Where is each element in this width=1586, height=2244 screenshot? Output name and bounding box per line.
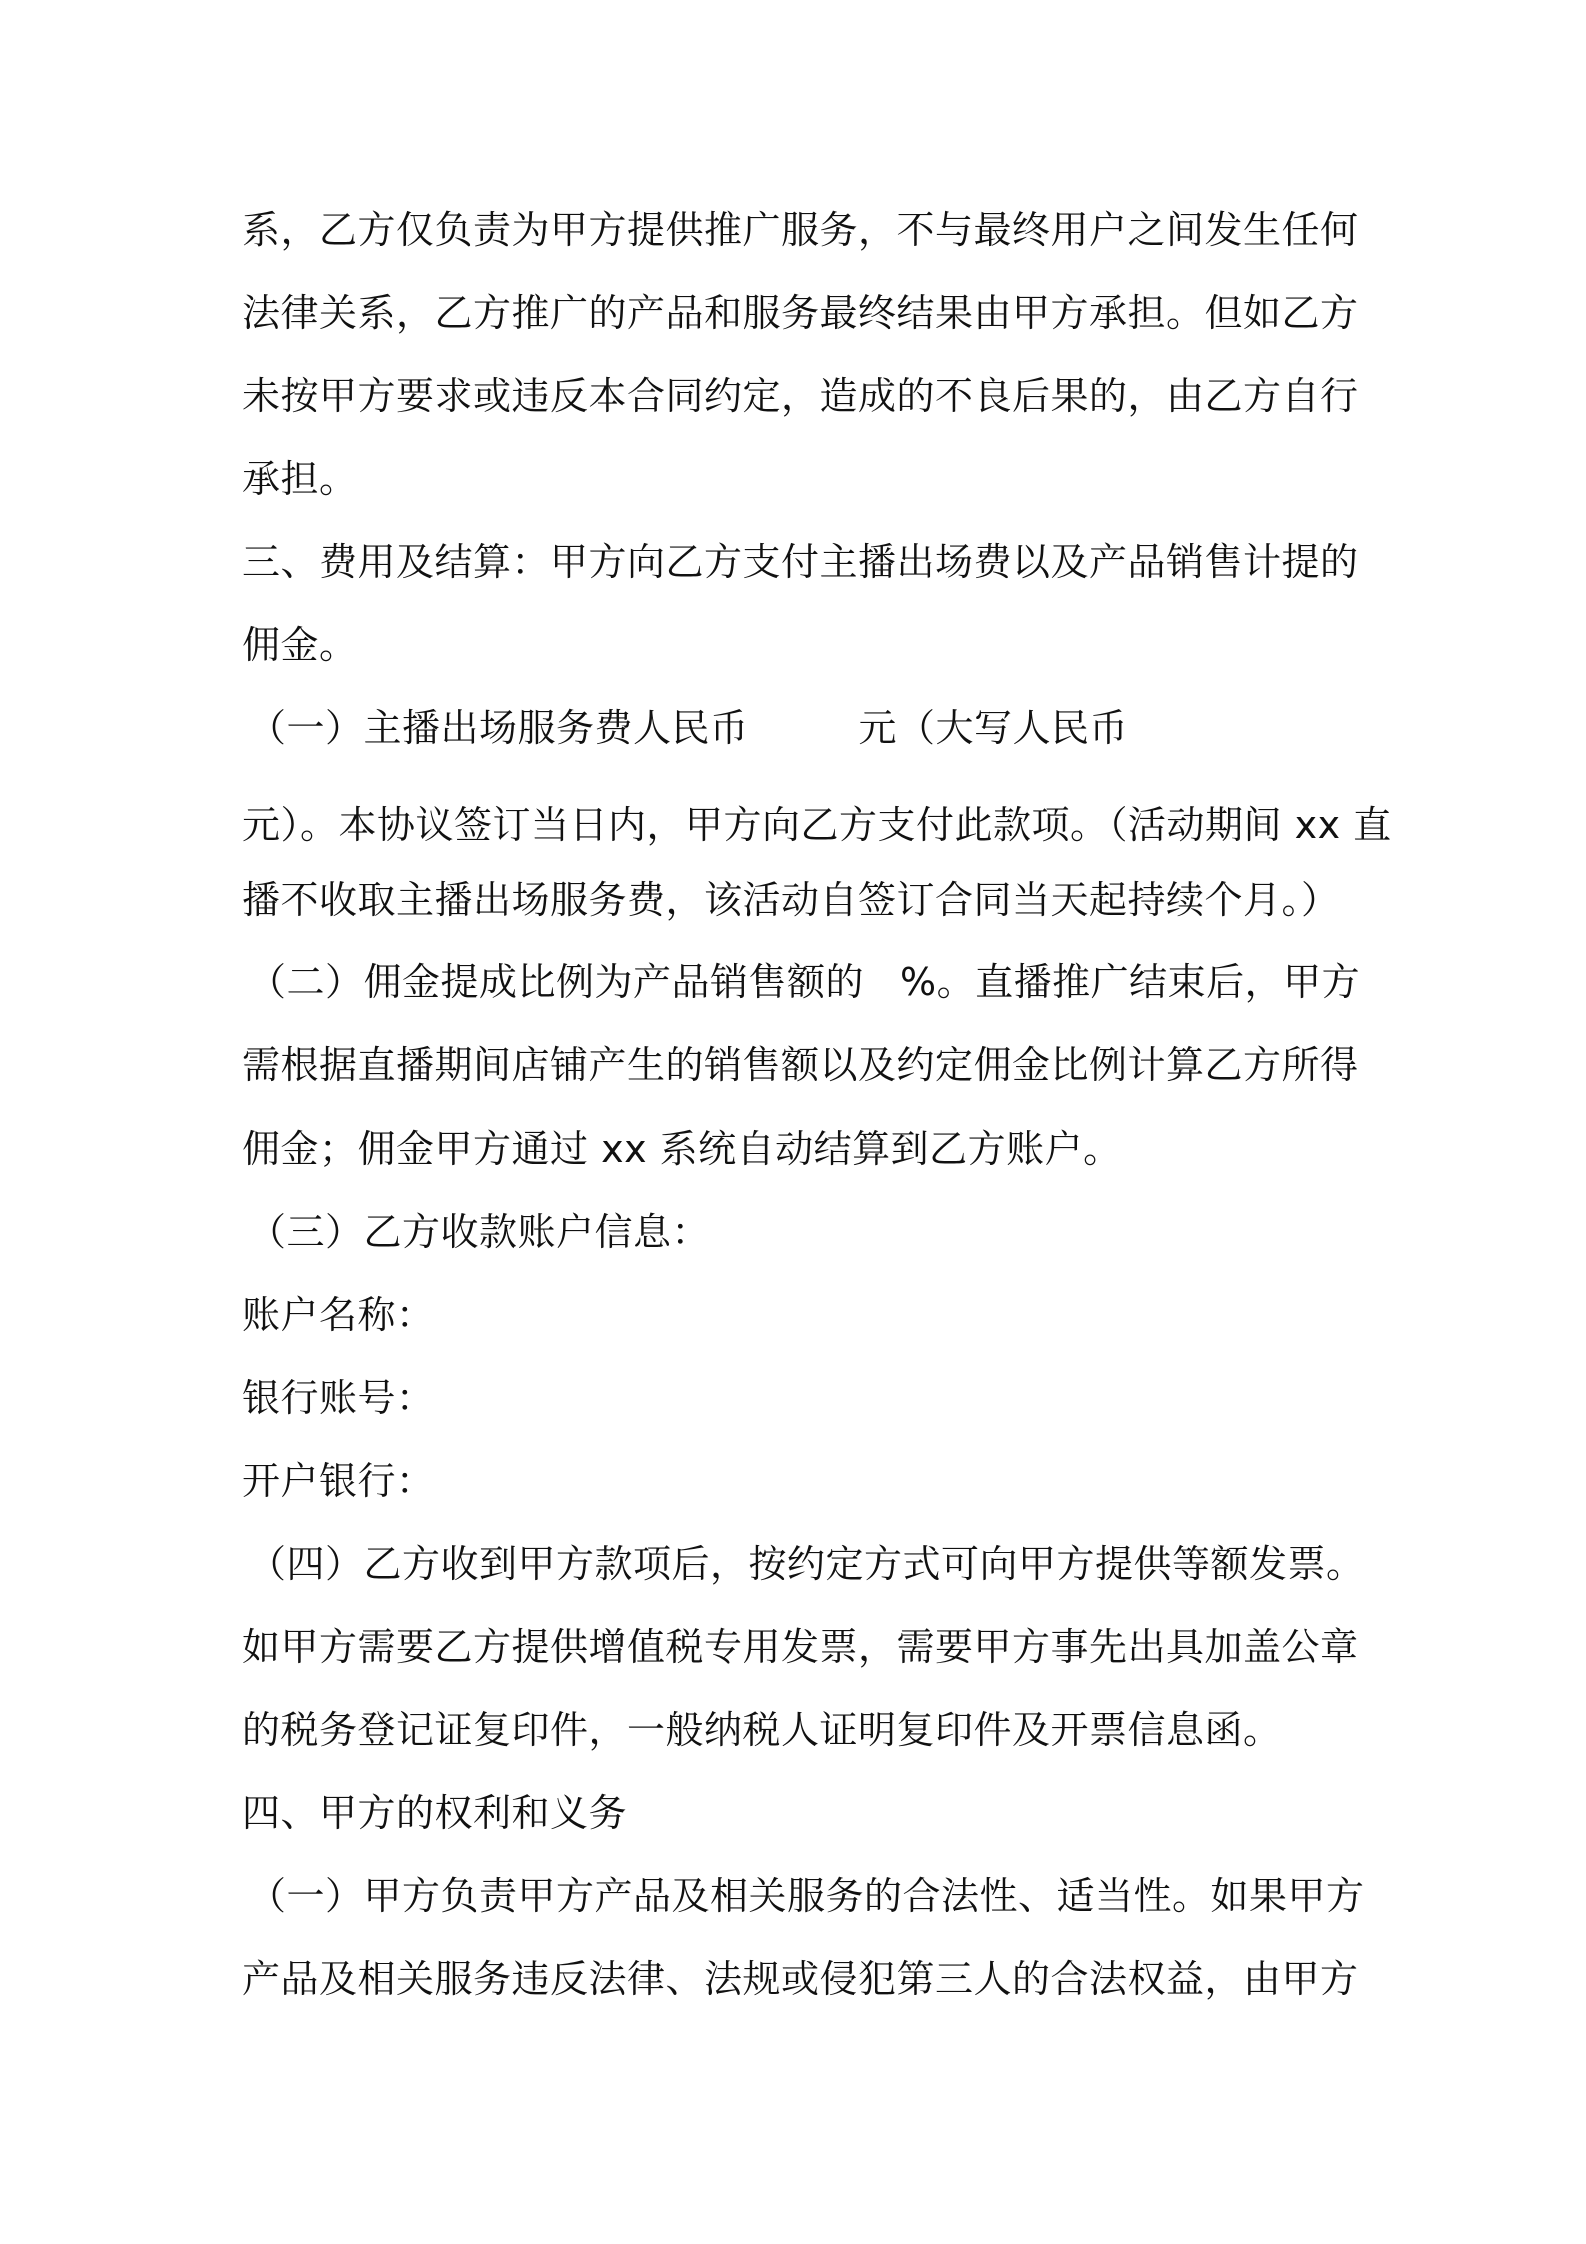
paragraph-line: 未按甲方要求或违反本合同约定，造成的不良后果的，由乙方自行 [242,374,1359,418]
paragraph-line: 系，乙方仅负责为甲方提供推广服务，不与最终用户之间发生任何 [242,208,1359,252]
clause-1-legality: （一）甲方负责甲方产品及相关服务的合法性、适当性。如果甲方 [248,1874,1365,1918]
section-heading-party-a-rights: 四、甲方的权利和义务 [242,1791,628,1835]
clause-2-text-b: %。直播推广结束后，甲方 [900,960,1361,1004]
clause-1-text-a: （一）主播出场服务费人民币 [248,706,749,750]
paragraph-line: 如甲方需要乙方提供增值税专用发票，需要甲方事先出具加盖公章 [242,1625,1359,1669]
clause-2-commission [248,957,1360,1007]
clause-3-account-info: （三）乙方收款账户信息： [248,1210,711,1254]
clause-2-text-a: （二）佣金提成比例为产品销售额的 [248,960,865,1004]
paragraph-line: 元）。本协议签订当日内，甲方向乙方支付此款项。（活动期间 xx 直 [242,803,1392,847]
paragraph-line: 法律关系，乙方推广的产品和服务最终结果由甲方承担。但如乙方 [242,291,1359,335]
paragraph-line: 佣金；佣金甲方通过 xx 系统自动结算到乙方账户。 [242,1127,1122,1171]
bank-account-label: 银行账号： [242,1376,435,1420]
paragraph-line: 播不收取主播出场服务费，该活动自签订合同当天起持续个月。） [242,878,1340,922]
paragraph-line: 的税务登记证复印件，一般纳税人证明复印件及开票信息函。 [242,1708,1282,1752]
account-name-label: 账户名称： [242,1293,435,1337]
clause-4-invoice: （四）乙方收到甲方款项后，按约定方式可向甲方提供等额发票。 [248,1542,1365,1586]
section-heading-fees: 三、费用及结算：甲方向乙方支付主播出场费以及产品销售计提的 [242,540,1359,584]
paragraph-line: 佣金。 [242,623,358,667]
clause-1-appearance-fee [248,703,1128,753]
opening-bank-label: 开户银行： [242,1459,435,1503]
paragraph-line: 需根据直播期间店铺产生的销售额以及约定佣金比例计算乙方所得 [242,1043,1359,1087]
paragraph-line: 产品及相关服务违反法律、法规或侵犯第三人的合法权益，由甲方 [242,1957,1359,2001]
clause-1-text-b: 元（大写人民币 [858,706,1129,750]
paragraph-line: 承担。 [242,457,358,501]
